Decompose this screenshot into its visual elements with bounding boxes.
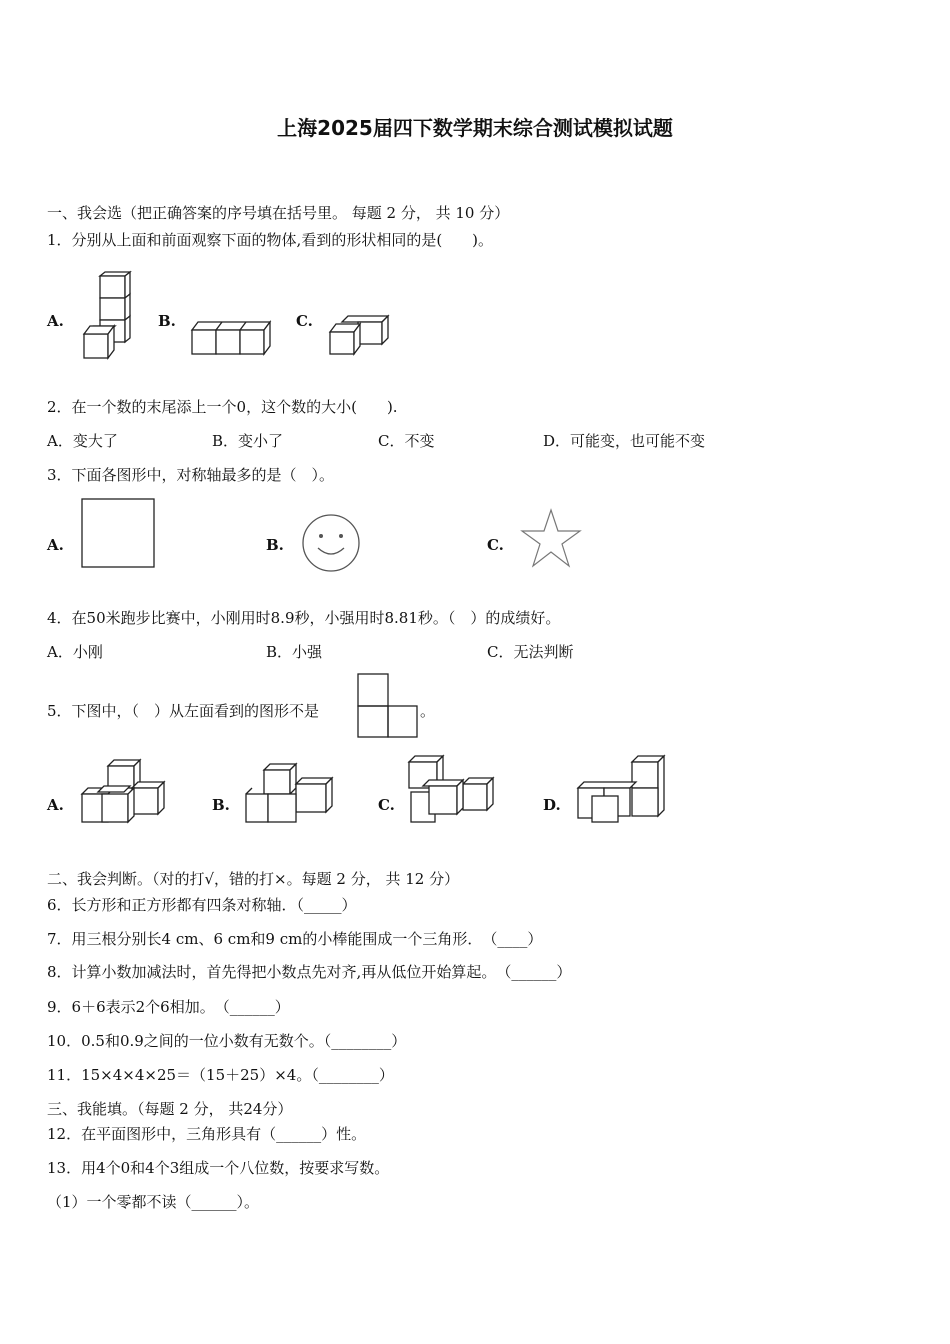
question-10: 10．0.5和0.9之间的一位小数有无数个。（________） — [47, 1032, 407, 1050]
q4-option-a: A．小刚 — [47, 643, 103, 661]
q3-option-b-label: B. — [266, 536, 284, 554]
q1-option-b-cubes — [190, 318, 275, 358]
page-title: 上海2025届四下数学期末综合测试模拟试题 — [277, 116, 673, 140]
q4-option-c: C．无法判断 — [487, 643, 574, 661]
q1-option-a-label: A. — [47, 312, 64, 330]
section-2-heading: 二、我会判断。（对的打√，错的打×。每题 2 分， 共 12 分） — [47, 870, 460, 888]
q5-option-b-cubes — [244, 762, 336, 826]
q2-option-d: D．可能变，也可能不变 — [543, 432, 706, 450]
q5-left-view-figure — [357, 673, 419, 739]
q5-option-b-label: B. — [212, 796, 230, 814]
question-13-part-1: （1）一个零都不读（______）。 — [47, 1193, 260, 1211]
q2-option-a: A．变大了 — [47, 432, 118, 450]
q1-option-c-label: C. — [296, 312, 313, 330]
q5-option-d-label: D. — [543, 796, 561, 814]
q5-option-a-cubes — [80, 758, 170, 826]
question-2: 2．在一个数的末尾添上一个0，这个数的大小( ). — [47, 398, 398, 416]
q5-option-a-label: A. — [47, 796, 64, 814]
q1-option-b-label: B. — [158, 312, 176, 330]
q3-star-shape — [520, 508, 582, 570]
section-1-heading: 一、我会选（把正确答案的序号填在括号里。 每题 2 分， 共 10 分） — [47, 204, 510, 222]
q5-option-c-cubes — [405, 756, 497, 826]
q5-option-d-cubes — [576, 756, 668, 826]
question-6: 6．长方形和正方形都有四条对称轴．（_____） — [47, 896, 357, 914]
section-3-heading: 三、我能填。（每题 2 分， 共24分） — [47, 1100, 293, 1118]
q1-option-c-cubes — [328, 316, 393, 358]
q4-option-b: B．小强 — [266, 643, 323, 661]
q1-option-a-cubes — [80, 270, 135, 360]
question-11: 11．15×4×4×25＝（15＋25）×4。（________） — [47, 1066, 394, 1084]
question-9: 9．6＋6表示2个6相加。 （______） — [47, 998, 290, 1016]
q3-option-c-label: C. — [487, 536, 504, 554]
q2-option-b: B．变小了 — [212, 432, 284, 450]
question-4: 4．在50米跑步比赛中，小刚用时8.9秒，小强用时8.81秒。（ ）的成绩好。 — [47, 609, 561, 627]
question-7: 7．用三根分别长4 cm、6 cm和9 cm的小棒能围成一个三角形． （____） — [47, 930, 543, 948]
question-1: 1．分别从上面和前面观察下面的物体,看到的形状相同的是( )。 — [47, 231, 494, 249]
question-5: 5．下图中，（ ）从左面看到的图形不是 — [47, 702, 320, 720]
q3-smiley-face-shape — [300, 512, 362, 574]
q5-option-c-label: C. — [378, 796, 395, 814]
q3-option-a-label: A. — [47, 536, 64, 554]
question-8: 8．计算小数加减法时，首先得把小数点先对齐,再从低位开始算起。 （______） — [47, 963, 572, 981]
question-13: 13．用4个0和4个3组成一个八位数，按要求写数。 — [47, 1159, 390, 1177]
question-3: 3．下面各图形中，对称轴最多的是（ ）。 — [47, 466, 335, 484]
q3-square-shape — [80, 497, 156, 569]
question-12: 12．在平面图形中，三角形具有（______）性。 — [47, 1125, 367, 1143]
question-5-end: 。 — [420, 702, 436, 720]
q2-option-c: C．不变 — [378, 432, 435, 450]
